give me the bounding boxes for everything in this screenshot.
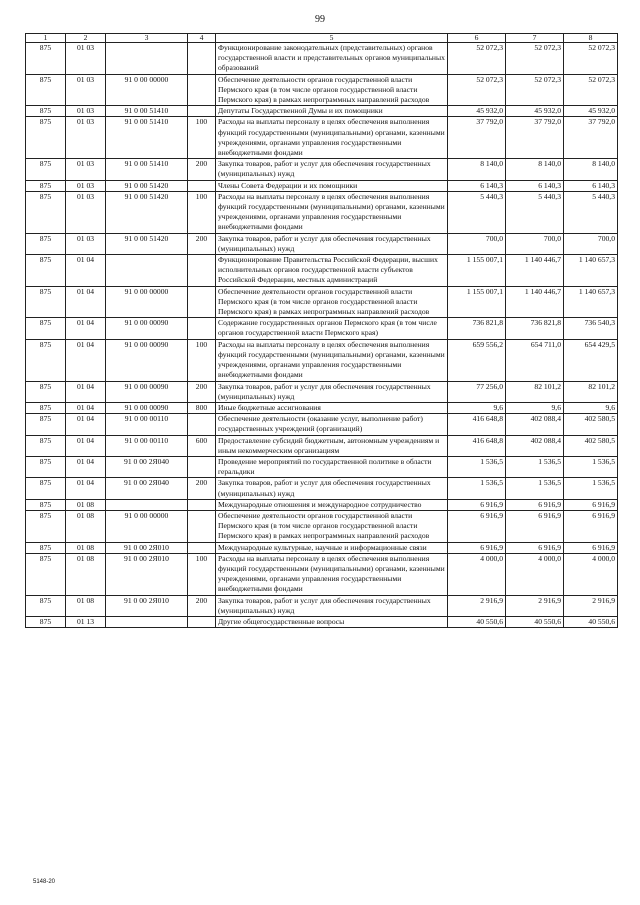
cell-expense-type: 200 xyxy=(188,478,216,499)
cell-section: 01 13 xyxy=(66,616,106,627)
cell-amount-year2: 700,0 xyxy=(506,233,564,254)
cell-admin-code: 875 xyxy=(26,435,66,456)
cell-target-article: 91 0 00 00090 xyxy=(106,402,188,413)
column-header: 7 xyxy=(506,34,564,43)
table-row xyxy=(26,499,618,510)
cell-expense-type: 200 xyxy=(188,381,216,402)
cell-amount-year3: 5 440,3 xyxy=(564,191,618,233)
cell-amount-year2: 6 140,3 xyxy=(506,180,564,191)
cell-expense-type: 200 xyxy=(188,159,216,180)
cell-admin-code: 875 xyxy=(26,510,66,542)
cell-expense-type xyxy=(188,456,216,477)
cell-amount-year2: 52 072,3 xyxy=(506,74,564,106)
cell-expense-type: 200 xyxy=(188,595,216,616)
cell-amount-year1: 1 155 007,1 xyxy=(448,286,506,318)
cell-amount-year2: 1 536,5 xyxy=(506,456,564,477)
cell-amount-year1: 45 932,0 xyxy=(448,106,506,117)
cell-admin-code: 875 xyxy=(26,191,66,233)
cell-admin-code: 875 xyxy=(26,542,66,553)
cell-section: 01 03 xyxy=(66,43,106,75)
cell-amount-year3: 4 000,0 xyxy=(564,553,618,595)
table-body xyxy=(26,43,618,628)
cell-section: 01 08 xyxy=(66,510,106,542)
cell-expense-type: 100 xyxy=(188,191,216,233)
cell-amount-year1: 6 916,9 xyxy=(448,542,506,553)
cell-amount-year3: 2 916,9 xyxy=(564,595,618,616)
cell-amount-year3: 1 536,5 xyxy=(564,478,618,499)
cell-amount-year3: 82 101,2 xyxy=(564,381,618,402)
table-row xyxy=(26,286,618,318)
table-row xyxy=(26,595,618,616)
cell-description: Функционирование законодательных (представительных) органов государственной власти и представительных органов муниципальных образований xyxy=(216,43,448,75)
table-row xyxy=(26,318,618,339)
cell-section: 01 04 xyxy=(66,402,106,413)
cell-amount-year1: 416 648,8 xyxy=(448,435,506,456)
cell-expense-type xyxy=(188,499,216,510)
cell-amount-year1: 6 140,3 xyxy=(448,180,506,191)
cell-amount-year3: 52 072,3 xyxy=(564,43,618,75)
cell-amount-year2: 8 140,0 xyxy=(506,159,564,180)
cell-target-article: 91 0 00 00110 xyxy=(106,435,188,456)
cell-amount-year3: 45 932,0 xyxy=(564,106,618,117)
cell-description: Другие общегосударственные вопросы xyxy=(216,616,448,627)
cell-amount-year3: 6 916,9 xyxy=(564,510,618,542)
cell-amount-year2: 1 140 446,7 xyxy=(506,255,564,287)
cell-section: 01 04 xyxy=(66,381,106,402)
cell-amount-year3: 37 792,0 xyxy=(564,117,618,159)
cell-amount-year1: 77 256,0 xyxy=(448,381,506,402)
cell-admin-code: 875 xyxy=(26,456,66,477)
cell-section: 01 03 xyxy=(66,191,106,233)
cell-expense-type xyxy=(188,286,216,318)
cell-amount-year1: 1 536,5 xyxy=(448,456,506,477)
cell-admin-code: 875 xyxy=(26,180,66,191)
cell-admin-code: 875 xyxy=(26,255,66,287)
cell-description: Расходы на выплаты персоналу в целях обеспечения выполнения функций государственными (муниципальными) органами, казенными учреждениями, органами управления государственными внебюджетными фондами xyxy=(216,117,448,159)
cell-description: Обеспечение деятельности органов государственной власти Пермского края (в том числе органов государственной власти Пермского края) в рамках непрограммных направлений расходов xyxy=(216,74,448,106)
cell-description: Расходы на выплаты персоналу в целях обеспечения выполнения функций государственными (муниципальными) органами, казенными учреждениями, органами управления государственными внебюджетными фондами xyxy=(216,553,448,595)
cell-amount-year2: 402 088,4 xyxy=(506,435,564,456)
cell-section: 01 04 xyxy=(66,286,106,318)
cell-amount-year2: 402 088,4 xyxy=(506,414,564,435)
cell-amount-year3: 6 916,9 xyxy=(564,499,618,510)
cell-expense-type: 100 xyxy=(188,117,216,159)
table-row xyxy=(26,616,618,627)
cell-admin-code: 875 xyxy=(26,74,66,106)
cell-amount-year2: 37 792,0 xyxy=(506,117,564,159)
cell-amount-year2: 1 536,5 xyxy=(506,478,564,499)
column-header: 3 xyxy=(106,34,188,43)
cell-amount-year3: 8 140,0 xyxy=(564,159,618,180)
page-number: 99 xyxy=(315,14,325,25)
cell-admin-code: 875 xyxy=(26,402,66,413)
cell-amount-year3: 1 536,5 xyxy=(564,456,618,477)
cell-amount-year1: 700,0 xyxy=(448,233,506,254)
table-row xyxy=(26,191,618,233)
cell-amount-year1: 5 440,3 xyxy=(448,191,506,233)
column-header: 2 xyxy=(66,34,106,43)
cell-description: Закупка товаров, работ и услуг для обеспечения государственных (муниципальных) нужд xyxy=(216,595,448,616)
cell-amount-year3: 1 140 657,3 xyxy=(564,286,618,318)
cell-amount-year3: 736 540,3 xyxy=(564,318,618,339)
cell-amount-year1: 6 916,9 xyxy=(448,499,506,510)
cell-amount-year2: 40 550,6 xyxy=(506,616,564,627)
cell-amount-year1: 37 792,0 xyxy=(448,117,506,159)
table-row xyxy=(26,106,618,117)
cell-amount-year3: 6 140,3 xyxy=(564,180,618,191)
cell-target-article: 91 0 00 2Я010 xyxy=(106,542,188,553)
cell-amount-year1: 9,6 xyxy=(448,402,506,413)
cell-target-article: 91 0 00 51420 xyxy=(106,233,188,254)
cell-section: 01 08 xyxy=(66,553,106,595)
cell-amount-year2: 1 140 446,7 xyxy=(506,286,564,318)
cell-target-article: 91 0 00 00000 xyxy=(106,286,188,318)
cell-expense-type xyxy=(188,106,216,117)
cell-description: Члены Совета Федерации и их помощники xyxy=(216,180,448,191)
cell-expense-type xyxy=(188,414,216,435)
cell-admin-code: 875 xyxy=(26,616,66,627)
cell-admin-code: 875 xyxy=(26,318,66,339)
cell-target-article: 91 0 00 00090 xyxy=(106,339,188,381)
cell-section: 01 03 xyxy=(66,106,106,117)
cell-section: 01 03 xyxy=(66,233,106,254)
cell-expense-type: 100 xyxy=(188,553,216,595)
cell-amount-year3: 654 429,5 xyxy=(564,339,618,381)
cell-section: 01 03 xyxy=(66,74,106,106)
cell-expense-type xyxy=(188,255,216,287)
cell-target-article: 91 0 00 51410 xyxy=(106,159,188,180)
cell-target-article: 91 0 00 00110 xyxy=(106,414,188,435)
cell-amount-year3: 1 140 657,3 xyxy=(564,255,618,287)
cell-section: 01 04 xyxy=(66,255,106,287)
table-row xyxy=(26,381,618,402)
cell-expense-type: 800 xyxy=(188,402,216,413)
cell-description: Закупка товаров, работ и услуг для обеспечения государственных (муниципальных) нужд xyxy=(216,381,448,402)
cell-amount-year1: 736 821,8 xyxy=(448,318,506,339)
cell-admin-code: 875 xyxy=(26,159,66,180)
cell-admin-code: 875 xyxy=(26,381,66,402)
table-row xyxy=(26,456,618,477)
cell-amount-year1: 40 550,6 xyxy=(448,616,506,627)
table-row xyxy=(26,510,618,542)
cell-description: Обеспечение деятельности (оказание услуг, выполнение работ) государственных учреждений (организаций) xyxy=(216,414,448,435)
cell-target-article: 91 0 00 51420 xyxy=(106,191,188,233)
table-row xyxy=(26,117,618,159)
cell-amount-year2: 4 000,0 xyxy=(506,553,564,595)
cell-amount-year1: 416 648,8 xyxy=(448,414,506,435)
cell-admin-code: 875 xyxy=(26,43,66,75)
table-row xyxy=(26,414,618,435)
cell-expense-type xyxy=(188,43,216,75)
cell-description: Расходы на выплаты персоналу в целях обеспечения выполнения функций государственными (муниципальными) органами, казенными учреждениями, органами управления государственными внебюджетными фондами xyxy=(216,339,448,381)
column-header: 8 xyxy=(564,34,618,43)
cell-amount-year2: 6 916,9 xyxy=(506,510,564,542)
column-header: 5 xyxy=(216,34,448,43)
cell-amount-year2: 52 072,3 xyxy=(506,43,564,75)
footer-code: 5148-20 xyxy=(33,879,56,885)
cell-target-article: 91 0 00 2Я040 xyxy=(106,456,188,477)
cell-target-article xyxy=(106,43,188,75)
cell-expense-type: 600 xyxy=(188,435,216,456)
cell-section: 01 08 xyxy=(66,542,106,553)
cell-section: 01 03 xyxy=(66,159,106,180)
cell-target-article xyxy=(106,499,188,510)
cell-section: 01 04 xyxy=(66,414,106,435)
table-row xyxy=(26,74,618,106)
cell-target-article: 91 0 00 2Я040 xyxy=(106,478,188,499)
cell-target-article: 91 0 00 51420 xyxy=(106,180,188,191)
cell-amount-year2: 736 821,8 xyxy=(506,318,564,339)
cell-admin-code: 875 xyxy=(26,117,66,159)
table-row xyxy=(26,339,618,381)
cell-amount-year1: 659 556,2 xyxy=(448,339,506,381)
table-row xyxy=(26,402,618,413)
cell-expense-type: 200 xyxy=(188,233,216,254)
table-row xyxy=(26,180,618,191)
cell-section: 01 04 xyxy=(66,456,106,477)
cell-description: Депутаты Государственной Думы и их помощники xyxy=(216,106,448,117)
cell-expense-type: 100 xyxy=(188,339,216,381)
table-row xyxy=(26,542,618,553)
cell-description: Закупка товаров, работ и услуг для обеспечения государственных (муниципальных) нужд xyxy=(216,233,448,254)
cell-amount-year3: 402 580,5 xyxy=(564,435,618,456)
cell-description: Содержание государственных органов Пермского края (в том числе органов государственной власти Пермского края) xyxy=(216,318,448,339)
table-row xyxy=(26,478,618,499)
cell-admin-code: 875 xyxy=(26,595,66,616)
table-row xyxy=(26,553,618,595)
cell-description: Международные культурные, научные и информационные связи xyxy=(216,542,448,553)
cell-amount-year2: 6 916,9 xyxy=(506,499,564,510)
cell-description: Обеспечение деятельности органов государственной власти Пермского края (в том числе органов государственной власти Пермского края) в рамках непрограммных направлений расходов xyxy=(216,510,448,542)
cell-amount-year2: 2 916,9 xyxy=(506,595,564,616)
cell-amount-year3: 402 580,5 xyxy=(564,414,618,435)
cell-amount-year1: 6 916,9 xyxy=(448,510,506,542)
cell-target-article xyxy=(106,255,188,287)
cell-target-article xyxy=(106,616,188,627)
cell-amount-year2: 82 101,2 xyxy=(506,381,564,402)
cell-amount-year3: 40 550,6 xyxy=(564,616,618,627)
column-header: 1 xyxy=(26,34,66,43)
cell-description: Обеспечение деятельности органов государственной власти Пермского края (в том числе органов государственной власти Пермского края) в рамках непрограммных направлений расходов xyxy=(216,286,448,318)
cell-target-article: 91 0 00 2Я010 xyxy=(106,553,188,595)
cell-amount-year3: 6 916,9 xyxy=(564,542,618,553)
cell-section: 01 04 xyxy=(66,318,106,339)
cell-amount-year1: 1 536,5 xyxy=(448,478,506,499)
cell-target-article: 91 0 00 00000 xyxy=(106,510,188,542)
cell-admin-code: 875 xyxy=(26,233,66,254)
cell-admin-code: 875 xyxy=(26,286,66,318)
cell-section: 01 04 xyxy=(66,339,106,381)
cell-section: 01 03 xyxy=(66,180,106,191)
table-row xyxy=(26,255,618,287)
cell-amount-year2: 654 711,0 xyxy=(506,339,564,381)
cell-target-article: 91 0 00 00090 xyxy=(106,381,188,402)
table-row xyxy=(26,233,618,254)
cell-target-article: 91 0 00 51410 xyxy=(106,106,188,117)
cell-description: Иные бюджетные ассигнования xyxy=(216,402,448,413)
cell-amount-year1: 52 072,3 xyxy=(448,43,506,75)
budget-table xyxy=(25,33,618,628)
cell-expense-type xyxy=(188,180,216,191)
header-row xyxy=(26,34,618,43)
cell-admin-code: 875 xyxy=(26,553,66,595)
cell-expense-type xyxy=(188,542,216,553)
cell-expense-type xyxy=(188,74,216,106)
cell-amount-year1: 1 155 007,1 xyxy=(448,255,506,287)
cell-amount-year1: 52 072,3 xyxy=(448,74,506,106)
cell-amount-year3: 700,0 xyxy=(564,233,618,254)
cell-expense-type xyxy=(188,510,216,542)
cell-amount-year2: 9,6 xyxy=(506,402,564,413)
cell-expense-type xyxy=(188,318,216,339)
cell-section: 01 08 xyxy=(66,499,106,510)
cell-amount-year1: 2 916,9 xyxy=(448,595,506,616)
cell-admin-code: 875 xyxy=(26,339,66,381)
cell-section: 01 04 xyxy=(66,435,106,456)
cell-section: 01 08 xyxy=(66,595,106,616)
cell-description: Предоставление субсидий бюджетным, автономным учреждениям и иным некоммерческим организациям xyxy=(216,435,448,456)
cell-target-article: 91 0 00 51410 xyxy=(106,117,188,159)
cell-admin-code: 875 xyxy=(26,478,66,499)
cell-description: Проведение мероприятий по государственной политике в области геральдики xyxy=(216,456,448,477)
table-row xyxy=(26,435,618,456)
cell-amount-year1: 4 000,0 xyxy=(448,553,506,595)
cell-description: Международные отношения и международное сотрудничество xyxy=(216,499,448,510)
cell-target-article: 91 0 00 2Я010 xyxy=(106,595,188,616)
column-header: 6 xyxy=(448,34,506,43)
cell-admin-code: 875 xyxy=(26,499,66,510)
cell-section: 01 04 xyxy=(66,478,106,499)
column-header: 4 xyxy=(188,34,216,43)
cell-amount-year3: 9,6 xyxy=(564,402,618,413)
cell-section: 01 03 xyxy=(66,117,106,159)
cell-description: Функционирование Правительства Российской Федерации, высших исполнительных органов государственной власти субъектов Российской Федерации, местных администраций xyxy=(216,255,448,287)
cell-admin-code: 875 xyxy=(26,414,66,435)
table-row xyxy=(26,43,618,75)
cell-expense-type xyxy=(188,616,216,627)
table-row xyxy=(26,159,618,180)
cell-amount-year2: 6 916,9 xyxy=(506,542,564,553)
cell-description: Расходы на выплаты персоналу в целях обеспечения выполнения функций государственными (муниципальными) органами, казенными учреждениями, органами управления государственными внебюджетными фондами xyxy=(216,191,448,233)
cell-amount-year1: 8 140,0 xyxy=(448,159,506,180)
cell-amount-year2: 45 932,0 xyxy=(506,106,564,117)
cell-description: Закупка товаров, работ и услуг для обеспечения государственных (муниципальных) нужд xyxy=(216,478,448,499)
cell-target-article: 91 0 00 00090 xyxy=(106,318,188,339)
cell-description: Закупка товаров, работ и услуг для обеспечения государственных (муниципальных) нужд xyxy=(216,159,448,180)
cell-target-article: 91 0 00 00000 xyxy=(106,74,188,106)
cell-admin-code: 875 xyxy=(26,106,66,117)
cell-amount-year2: 5 440,3 xyxy=(506,191,564,233)
cell-amount-year3: 52 072,3 xyxy=(564,74,618,106)
